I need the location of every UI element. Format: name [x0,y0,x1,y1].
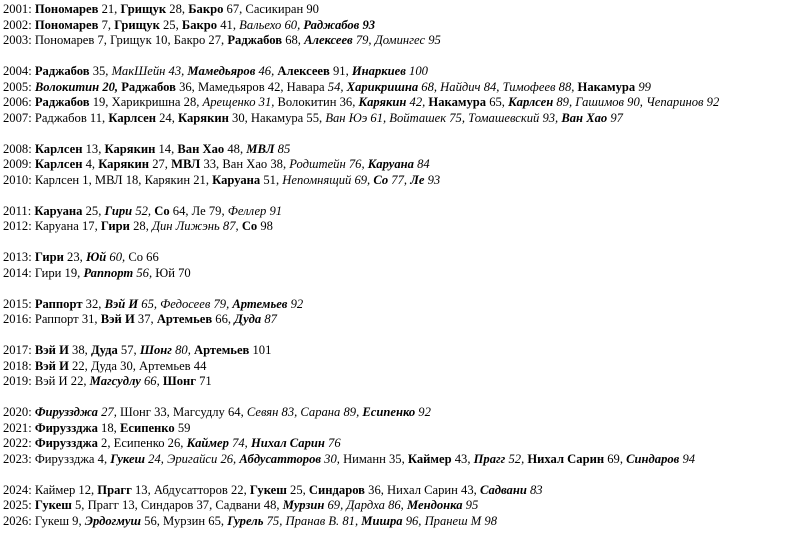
text-segment: 2023: Фируззджа 4, [3,451,111,466]
year-line [3,18,793,34]
text-segment: Вальехо 60, [239,17,304,32]
text-segment: Гукеш [110,451,146,466]
text-segment: 59 [174,420,191,435]
year-line [3,374,793,390]
year-line [3,514,793,530]
text-segment: 67, Сасикиран 90 [223,2,319,16]
text-segment: Есипенко [119,420,175,435]
year-line [3,173,793,189]
text-segment: 84 [413,157,430,171]
text-segment: Эрдогмуш [84,513,142,528]
year-line [3,111,793,127]
text-segment: 25, [159,17,182,32]
text-segment: Садвани [479,482,527,497]
text-segment: Бакро [188,2,224,16]
text-segment: 28, [166,2,189,16]
text-segment: 2018: [3,358,35,373]
text-segment: 35, [89,64,112,78]
text-segment: 69, [604,451,627,466]
text-segment: 2011: [3,203,35,218]
text-segment: МакШейн 43, [111,64,188,78]
text-segment: Раджабов [34,64,90,78]
text-segment: Фируззджа [34,436,98,450]
text-segment: Со [241,219,258,233]
text-segment: 4, [82,157,99,171]
text-segment: Арещенко 31, [202,95,278,109]
text-segment: Гукеш [34,498,72,512]
text-segment: Мендонка [406,498,463,512]
text-segment: 32, [82,296,105,311]
text-segment: 37, [134,312,157,326]
text-segment: МВЛ [246,141,275,156]
text-segment: Карлсен [508,95,554,109]
text-segment: 2025: [3,498,35,512]
text-segment: 2010: Карлсен 1, МВЛ 18, Карякин 21, [3,172,213,187]
text-segment: 41, [217,17,240,32]
text-segment: 2021: [3,420,35,435]
year-line [3,2,793,18]
year-line [3,343,793,359]
text-segment: Юй 70 [155,265,191,280]
text-segment: 100 [405,64,428,78]
text-segment: 30, [321,451,344,466]
text-segment: 2012: Каруана 17, [3,219,101,233]
text-segment: 85 [274,141,291,156]
text-segment: Грищук [114,17,160,32]
text-segment: 24, Эригайси 26, [145,451,240,466]
year-line [3,452,793,468]
text-segment: Ван Хао [177,141,225,156]
text-segment: 2015: [3,296,35,311]
text-segment: 2024: Каймер 12, [3,482,98,497]
text-segment: 64, Ле 79, [169,203,228,218]
text-segment: 71 [195,374,212,388]
text-segment: 74, [228,436,251,450]
text-segment: 80, [171,343,194,357]
text-segment: Феллер 91 [227,203,283,218]
text-segment: Волокитин 36, [277,95,359,109]
text-segment: 38, [68,343,91,357]
blank-line [3,126,793,142]
text-segment: Накамура [428,95,487,109]
blank-line [3,390,793,406]
text-segment: 68, Найдич 84, Тимофеев 88, [418,79,578,94]
text-segment: 2008: [3,141,35,156]
text-segment: 98 [257,219,273,233]
text-segment: Карякин [104,141,156,156]
text-segment: 54, [327,79,347,94]
text-segment: Пономарев [34,2,99,16]
text-segment: 52, [132,203,155,218]
text-segment: 75, Пранав В. 81, [263,513,362,528]
year-line [3,219,793,235]
text-segment: 51, [260,172,283,187]
text-segment: 79, Домингес 95 [352,33,441,47]
year-line [3,250,793,266]
text-segment: 22, Дуда 30, Артемьев 44 [68,358,207,373]
text-segment: Дин Лижэнь 87, [152,219,242,233]
text-segment: 36, Нихал Сарин 43, [365,482,480,497]
year-line [3,436,793,452]
text-segment: Юй [85,250,107,264]
text-segment: 57, [117,343,140,357]
text-segment: Раджабов [227,33,283,47]
text-segment: 23, [63,250,86,264]
text-segment: 2014: Гири 19, [3,265,84,280]
text-segment: Со 66 [128,250,159,264]
text-segment: 2006: [3,95,35,109]
text-segment: Каруана [367,157,414,171]
text-segment: 14, [155,141,178,156]
text-segment: Артемьев [194,343,250,357]
text-segment: Со [154,203,170,218]
text-segment: 30, Накамура 55, [228,110,326,125]
text-segment: 92 [287,296,304,311]
text-segment: Вэй И [100,312,135,326]
text-segment: 94 [679,451,696,466]
text-segment: 36, Мамедьяров 42, Навара [175,79,328,94]
text-segment: Родштейн 76, [289,157,368,171]
text-segment: 25, [82,203,105,218]
text-segment: 87 [261,312,277,326]
text-segment: Гири [34,250,64,264]
text-segment: 43, [451,451,474,466]
text-segment: Карлсен [34,141,83,156]
text-segment: Раджабов [121,79,176,94]
text-segment: Абдусатторов [239,451,322,466]
year-line [3,80,793,96]
text-segment: 68, [282,33,305,47]
text-segment: 2002: [3,17,35,32]
text-segment: Дуда [90,343,118,357]
year-line [3,359,793,375]
text-segment: 2017: [3,343,35,357]
text-segment: 33, Ван Хао 38, [200,157,290,171]
text-segment: Ван Юэ 61, Войташек 75, Томашевский 93, [325,110,562,125]
text-segment: Раппорт [83,265,134,280]
text-segment: Артемьев [232,296,288,311]
text-segment: 56, Мурзин 65, [141,513,228,528]
text-segment: 76 [324,436,341,450]
text-segment: Раджабов 93 [303,17,376,32]
text-segment: 24, [155,110,179,125]
text-segment: Вэй И [34,343,69,357]
text-segment: 2019: Вэй И 22, [3,374,90,388]
text-segment: 2003: Пономарев 7, Грищук 10, Бакро 27, [3,33,228,47]
text-segment: Мурзин [282,498,325,512]
blank-line [3,188,793,204]
text-segment: 52, [505,451,528,466]
text-segment: Дуда [234,312,262,326]
text-segment: 18, [97,420,120,435]
text-segment: 2007: Раджабов 11, [3,110,109,125]
text-segment: Инаркиев [351,64,406,78]
text-segment: Фируззджа [34,405,98,419]
text-segment: Магсудлу [89,374,141,388]
year-line [3,483,793,499]
text-segment: Карлсен [34,157,83,171]
text-segment: 27, [149,157,172,171]
text-segment: Прагг [97,482,132,497]
text-segment: Нихал Сарин [250,436,325,450]
text-segment: 21, [98,2,121,16]
text-segment: Вэй И [104,296,139,311]
text-segment: Артемьев [156,312,213,326]
text-segment: Ниманн 35, [343,451,408,466]
text-segment: Мишра [361,513,403,528]
text-segment: Фируззджа [34,420,98,435]
text-segment: Каймер [186,436,229,450]
text-segment: 97 [607,110,623,125]
text-segment: Есипенко [362,405,416,419]
text-segment: 13, [82,141,105,156]
text-segment: 65, Федосеев 79, [138,296,233,311]
text-segment: 65, [486,95,509,109]
text-segment: 2026: Гукеш 9, [3,513,85,528]
text-segment: Бакро [181,17,218,32]
text-segment: 99 [635,79,651,94]
text-segment: 13, Абдусатторов 22, [131,482,250,497]
text-segment: Каруана [212,172,261,187]
year-line [3,297,793,313]
text-segment: Раджабов [34,95,90,109]
year-line [3,142,793,158]
blank-line [3,467,793,483]
text-segment: Шонг [162,374,196,388]
year-line [3,498,793,514]
text-segment: 101 [249,343,272,357]
text-segment: Шонг [139,343,172,357]
year-line [3,421,793,437]
text-segment: 83 [526,482,543,497]
text-segment: 2001: [3,2,35,16]
year-line [3,33,793,49]
text-segment: 2004: [3,64,35,78]
text-segment: Гири [104,203,133,218]
text-segment: 66, [140,374,163,388]
year-line [3,266,793,282]
text-segment: Гукеш [249,482,287,497]
text-segment: 27, [97,405,121,419]
text-segment: МВЛ [171,157,201,171]
text-segment: 2005: [3,79,35,94]
text-segment: 93 [424,172,441,187]
text-segment: Пономарев [34,17,99,32]
year-line [3,204,793,220]
text-segment: 5, Прагг 13, Синдаров 37, Садвани 48, [71,498,283,512]
year-line [3,95,793,111]
text-segment: Волокитин 20, [34,79,122,94]
text-segment: 2016: Раппорт 31, [3,312,101,326]
text-segment: Грищук [120,2,167,16]
text-segment: Карлсен [108,110,156,125]
year-line [3,405,793,421]
text-segment: 7, [98,17,115,32]
text-segment: Севян 83, Сарана 89, [246,405,363,419]
text-segment: Прагг [473,451,506,466]
text-segment: Нихал Сарин [527,451,605,466]
text-segment: Накамура [577,79,636,94]
blank-line [3,328,793,344]
text-segment: Непомнящий 69, [282,172,374,187]
text-segment: 25, [286,482,309,497]
blank-line [3,281,793,297]
text-segment: 66, [212,312,235,326]
text-segment: 96, Пранеш М 98 [402,513,497,528]
text-segment: 92 [415,405,431,419]
text-segment: Алексеев [304,33,353,47]
blank-line [3,235,793,251]
text-segment: 89, Гашимов 90, Чепаринов 92 [553,95,720,109]
blank-line [3,49,793,65]
text-segment: Вэй И [34,358,69,373]
text-segment: 56, [133,265,156,280]
year-line [3,157,793,173]
text-segment: Ван Хао [561,110,608,125]
text-segment: 42, [406,95,429,109]
text-segment: 2009: [3,157,35,171]
text-segment: Синдаров [308,482,365,497]
text-segment: Синдаров [626,451,680,466]
text-segment: 2022: [3,436,35,450]
text-segment: 91, [329,64,352,78]
text-segment: 28, [129,219,152,233]
text-segment: Гурель [227,513,264,528]
text-segment: Мамедьяров [187,64,256,78]
year-line [3,312,793,328]
text-segment: 19, Харикришна 28, [89,95,203,109]
text-segment: Харикришна [346,79,419,94]
text-segment: 77, [388,172,411,187]
text-segment: 2013: [3,250,35,264]
text-segment: Карякин [98,157,150,171]
text-segment: 46, [255,64,278,78]
text-segment: Ле [410,172,425,187]
text-segment: Раппорт [34,296,83,311]
text-segment: 2020: [3,405,35,419]
text-segment: Алексеев [277,64,330,78]
text-segment: 48, [224,141,247,156]
text-segment: Шонг 33, Магсудлу 64, [120,405,247,419]
text-segment: 69, Дардха 86, [324,498,407,512]
text-segment: Со [373,172,389,187]
text-segment: Каруана [34,203,83,218]
text-segment: Карякин [178,110,229,125]
text-segment: 2, Есипенко 26, [97,436,187,450]
year-line [3,64,793,80]
text-segment: Карякин [358,95,407,109]
text-segment: Каймер [407,451,452,466]
text-segment: 60, [106,250,129,264]
text-segment: Гири [100,219,130,233]
text-segment: 95 [462,498,479,512]
